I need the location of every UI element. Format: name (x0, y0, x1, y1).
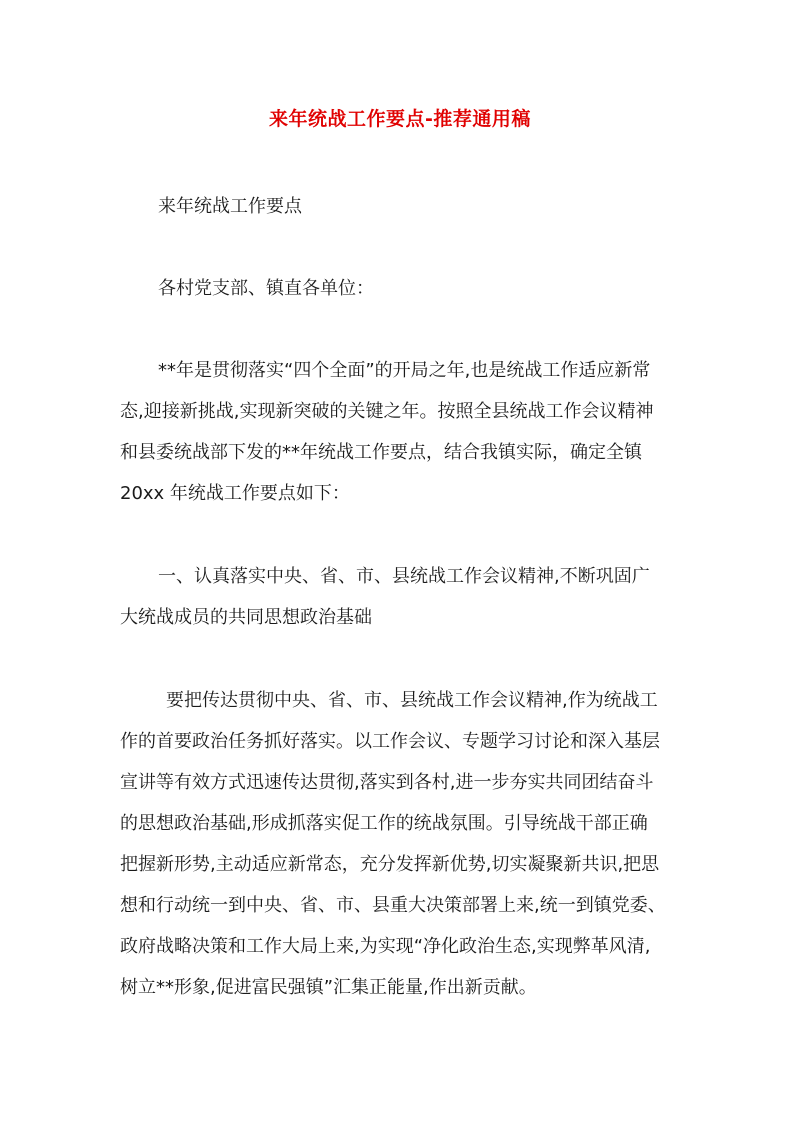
paragraph-line: 一、认真落实中央、省、市、县统战工作会议精神,不断巩固广 (158, 566, 650, 587)
paragraph-line: 想和行动统一到中央、省、市、县重大决策部署上来,统一到镇党委、 (120, 895, 666, 916)
document-heading: 来年统战工作要点 (158, 196, 302, 217)
paragraph-line: 态,迎接新挑战,实现新突破的关键之年。按照全县统战工作会议精神 (120, 401, 654, 422)
paragraph-line: 树立**形象,促进富民强镇”汇集正能量,作出新贡献。 (120, 977, 537, 998)
section-heading (120, 556, 690, 638)
paragraph-line: 和县委统战部下发的**年统战工作要点，结合我镇实际，确定全镇 (120, 442, 642, 463)
intro-paragraph (120, 350, 690, 514)
paragraph-line: 政府战略决策和工作大局上来,为实现“净化政治生态,实现弊革风清, (120, 936, 651, 957)
paragraph-line: 作的首要政治任务抓好落实。以工作会议、专题学习讨论和深入基层 (120, 731, 660, 752)
document-title: 来年统战工作要点-推荐通用稿 (269, 108, 531, 130)
paragraph-line: **年是贯彻落实“四个全面”的开局之年,也是统战工作适应新常 (158, 360, 651, 381)
section-body-paragraph (120, 680, 690, 1008)
paragraph-line: 把握新形势,主动适应新常态，充分发挥新优势,切实凝聚新共识,把思 (120, 854, 660, 875)
paragraph-line: 的思想政治基础,形成抓落实促工作的统战氛围。引导统战干部正确 (120, 813, 648, 834)
salutation: 各村党支部、镇直各单位： (158, 278, 374, 299)
paragraph-line: 宣讲等有效方式迅速传达贯彻,落实到各村,进一步夯实共同团结奋斗 (120, 772, 654, 793)
paragraph-line: 20xx 年统战工作要点如下： (120, 483, 350, 504)
paragraph-line: 大统战成员的共同思想政治基础 (120, 607, 372, 628)
paragraph-line: 要把传达贯彻中央、省、市、县统战工作会议精神,作为统战工 (166, 690, 658, 711)
